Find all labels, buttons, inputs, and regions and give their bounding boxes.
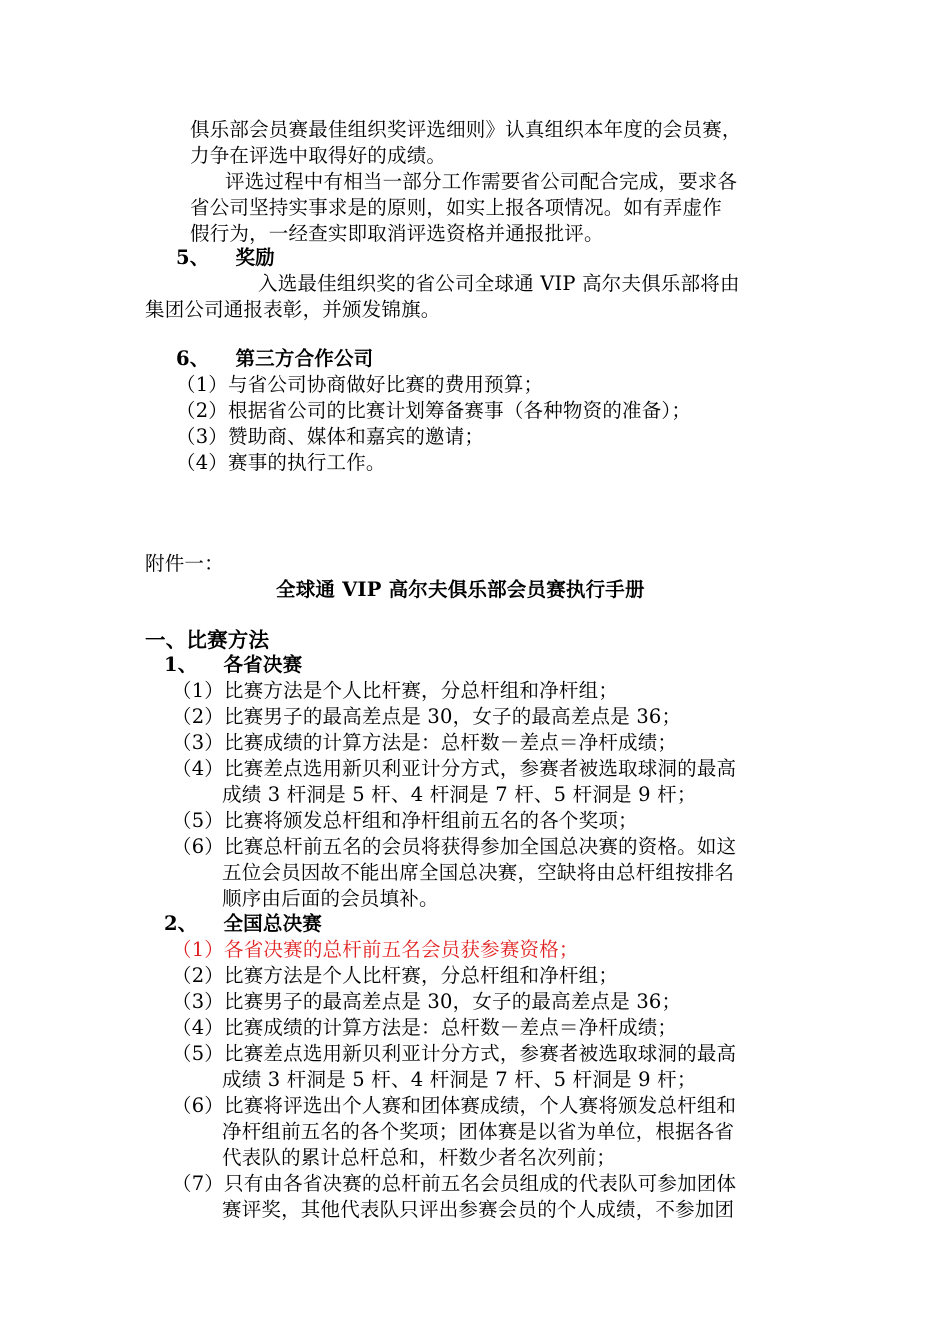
section-title: 奖励 [235,246,275,269]
list-item: （1）与省公司协商做好比赛的费用预算； [176,373,544,396]
list-item-continuation: 代表队的累计总杆总和，杆数少者名次列前； [222,1146,617,1169]
list-item: （2）根据省公司的比赛计划筹备赛事（各种物资的准备）； [176,399,692,422]
intro-line: 力争在评选中取得好的成绩。 [190,144,447,167]
list-item-continuation: 净杆组前五名的各个奖项；团体赛是以省为单位，根据各省 [222,1120,735,1143]
list-item: （4）比赛成绩的计算方法是：总杆数－差点＝净杆成绩； [172,1016,678,1039]
section-5-text: 集团公司通报表彰，并颁发锦旗。 [145,298,441,321]
list-item: （4）比赛差点选用新贝利亚计分方式，参赛者被选取球洞的最高 [172,757,737,780]
section-5-heading [176,245,275,271]
sub-2-heading: 2、 全国总决赛 [164,912,322,935]
list-item-highlighted: （1）各省决赛的总杆前五名会员获参赛资格； [172,938,579,961]
list-item-continuation: 五位会员因故不能出席全国总决赛，空缺将由总杆组按排名 [222,861,735,884]
list-item: （3）比赛成绩的计算方法是：总杆数－差点＝净杆成绩； [172,731,678,754]
section-title: 第三方合作公司 [235,347,374,370]
section-6-heading [176,346,373,372]
list-item-continuation: 成绩 3 杆洞是 5 杆、4 杆洞是 7 杆、5 杆洞是 9 杆； [222,1068,697,1091]
list-item-continuation: 赛评奖，其他代表队只评出参赛会员的个人成绩，不参加团 [222,1198,735,1221]
list-item: （5）比赛将颁发总杆组和净杆组前五名的各个奖项； [172,809,638,832]
list-item-continuation: 成绩 3 杆洞是 5 杆、4 杆洞是 7 杆、5 杆洞是 9 杆； [222,783,697,806]
list-item: （6）比赛将评选出个人赛和团体赛成绩，个人赛将颁发总杆组和 [172,1094,737,1117]
section-number: 5、 [176,246,210,269]
intro-line: 俱乐部会员赛最佳组织奖评选细则》认真组织本年度的会员赛， [190,118,742,141]
intro-line: 省公司坚持实事求是的原则，如实上报各项情况。如有弄虚作 [190,196,722,219]
attachment-title: 全球通 VIP 高尔夫俱乐部会员赛执行手册 [276,578,645,601]
list-item: （7）只有由各省决赛的总杆前五名会员组成的代表队可参加团体 [172,1172,737,1195]
list-item: （6）比赛总杆前五名的会员将获得参加全国总决赛的资格。如这 [172,835,737,858]
list-item: （3）比赛男子的最高差点是 30，女子的最高差点是 36； [172,990,682,1013]
attachment-label: 附件一： [145,552,224,575]
part-1-heading: 一、比赛方法 [145,628,270,652]
list-item: （3）赞助商、媒体和嘉宾的邀请； [176,425,485,448]
list-item: （5）比赛差点选用新贝利亚计分方式，参赛者被选取球洞的最高 [172,1042,737,1065]
list-item: （2）比赛方法是个人比杆赛，分总杆组和净杆组； [172,964,619,987]
list-item: （4）赛事的执行工作。 [176,451,386,474]
intro-line: 评选过程中有相当一部分工作需要省公司配合完成，要求各 [225,170,738,193]
section-5-text: 入选最佳组织奖的省公司全球通 VIP 高尔夫俱乐部将由 [258,272,740,295]
intro-line: 假行为，一经查实即取消评选资格并通报批评。 [190,222,604,245]
list-item: （1）比赛方法是个人比杆赛，分总杆组和净杆组； [172,679,619,702]
list-item: （2）比赛男子的最高差点是 30，女子的最高差点是 36； [172,705,682,728]
sub-1-heading: 1、 各省决赛 [164,653,303,676]
section-number: 6、 [176,347,210,370]
list-item-continuation: 顺序由后面的会员填补。 [222,887,439,910]
